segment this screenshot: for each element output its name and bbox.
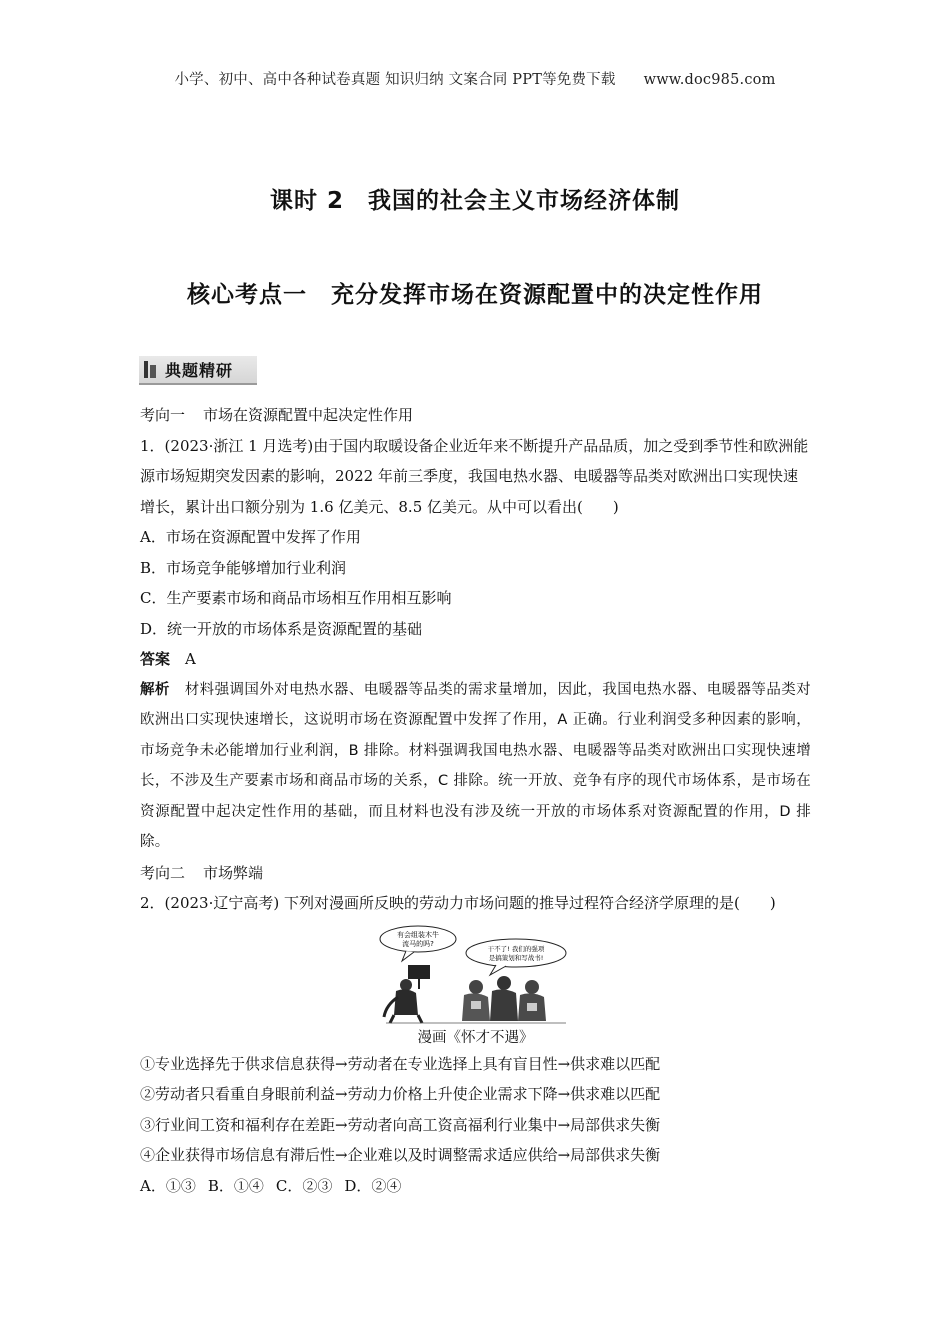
q1-analysis-text: 材料强调国外对电热水器、电暖器等品类的需求量增加，因此，我国电热水器、电暖器等品类对欧洲出口实现快速增长，这说明市场在资源配置中发挥了作用，A 正确。行业利润受多种因素的影响，市场竞争未必能增加行业利润，B 排除。材料强调我国电热水器、电暖器等品类对欧洲出口实现快速增长，不涉及生产要素市场和商品市场的关系，C 排除。统一开放、竞争有序的现代市场体系，是市场在资源配置中起决定性作用的基础，而且材料也没有涉及统一开放的市场体系对资源配置的作用，D 排除。 (140, 681, 811, 850)
direction-2-label: 考向二 (140, 863, 186, 882)
q2-option-c: C．②③ (275, 1176, 333, 1195)
q1-option-c: C．生产要素市场和商品市场相互作用相互影响 (140, 589, 452, 607)
q2-stem: 2．(2023·辽宁高考) 下列对漫画所反映的劳动力市场问题的推导过程符合经济学原理的是( ) (140, 894, 776, 912)
header-site-link[interactable]: www.doc985.com (643, 72, 776, 88)
direction-1-text: 市场在资源配置中起决定性作用 (203, 406, 414, 424)
q2-options (140, 1171, 811, 1202)
q2-statement-3: ③行业间工资和福利存在差距→劳动者向高工资高福利行业集中→局部供求失衡 (140, 1115, 661, 1134)
main-content (140, 400, 811, 1201)
q2-statement-1: ①专业选择先于供求信息获得→劳动者在专业选择上具有盲目性→供求难以匹配 (140, 1054, 661, 1073)
direction-1 (140, 400, 811, 431)
direction-2 (140, 858, 811, 889)
header-text: 小学、初中、高中各种试卷真题 知识归纳 文案合同 PPT等免费下载 (174, 72, 616, 88)
q2-option-d: D．②④ (344, 1176, 402, 1195)
q2-statement-4: ④企业获得市场信息有滞后性→企业难以及时调整需求适应供给→局部供求失衡 (140, 1146, 661, 1164)
q1-option-d: D．统一开放的市场体系是资源配置的基础 (140, 619, 423, 638)
q1-answer-value: A (185, 650, 196, 668)
q2-statement-2: ②劳动者只看重自身眼前利益→劳动力价格上升使企业需求下降→供求难以匹配 (140, 1085, 661, 1103)
q1-option-a: A．市场在资源配置中发挥了作用 (140, 528, 361, 546)
q1-analysis (140, 675, 811, 858)
q1-answer (140, 644, 811, 675)
section-tag-label: 典题精研 (165, 361, 234, 380)
lesson-title: 课时 2 我国的社会主义市场经济体制 (269, 188, 680, 214)
section-tag (139, 356, 257, 385)
page-header (0, 68, 950, 89)
direction-1-label: 考向一 (140, 406, 186, 424)
direction-2-text: 市场弊端 (203, 863, 264, 882)
q1-option-b: B．市场竞争能够增加行业利润 (140, 558, 347, 577)
bubble-left-line2: 流马的吗? (401, 939, 434, 948)
cartoon-figure (140, 925, 811, 1049)
bubble-right-line2: 是搞策划和写战书! (488, 953, 543, 962)
cartoon-caption: 漫画《怀才不遇》 (417, 1029, 534, 1046)
bubble-right-line1: 干不了! 我们的强项 (487, 944, 544, 953)
section-marker-icon (144, 361, 158, 378)
cartoon-image (376, 925, 576, 1025)
q2-option-b: B．①④ (207, 1176, 264, 1195)
q1-stem: 1．(2023·浙江 1 月选考)由于国内取暖设备企业近年来不断提升产品品质，加之受到季节性和欧洲能源市场短期突发因素的影响，2022 年前三季度，我国电热水器、电暖器等品类对欧洲出口实现快速增长，累计出口额分别为 1.6 亿美元、8.5 亿美元。从中可以看出( ) (140, 436, 809, 516)
q1-analysis-label: 解析 (140, 681, 170, 698)
topic-title: 核心考点一 充分发挥市场在资源配置中的决定性作用 (187, 282, 763, 308)
bubble-left-line1: 有会组装木牛 (396, 930, 439, 939)
q2-option-a: A．①③ (140, 1176, 196, 1195)
q1-answer-label: 答案 (140, 650, 171, 668)
